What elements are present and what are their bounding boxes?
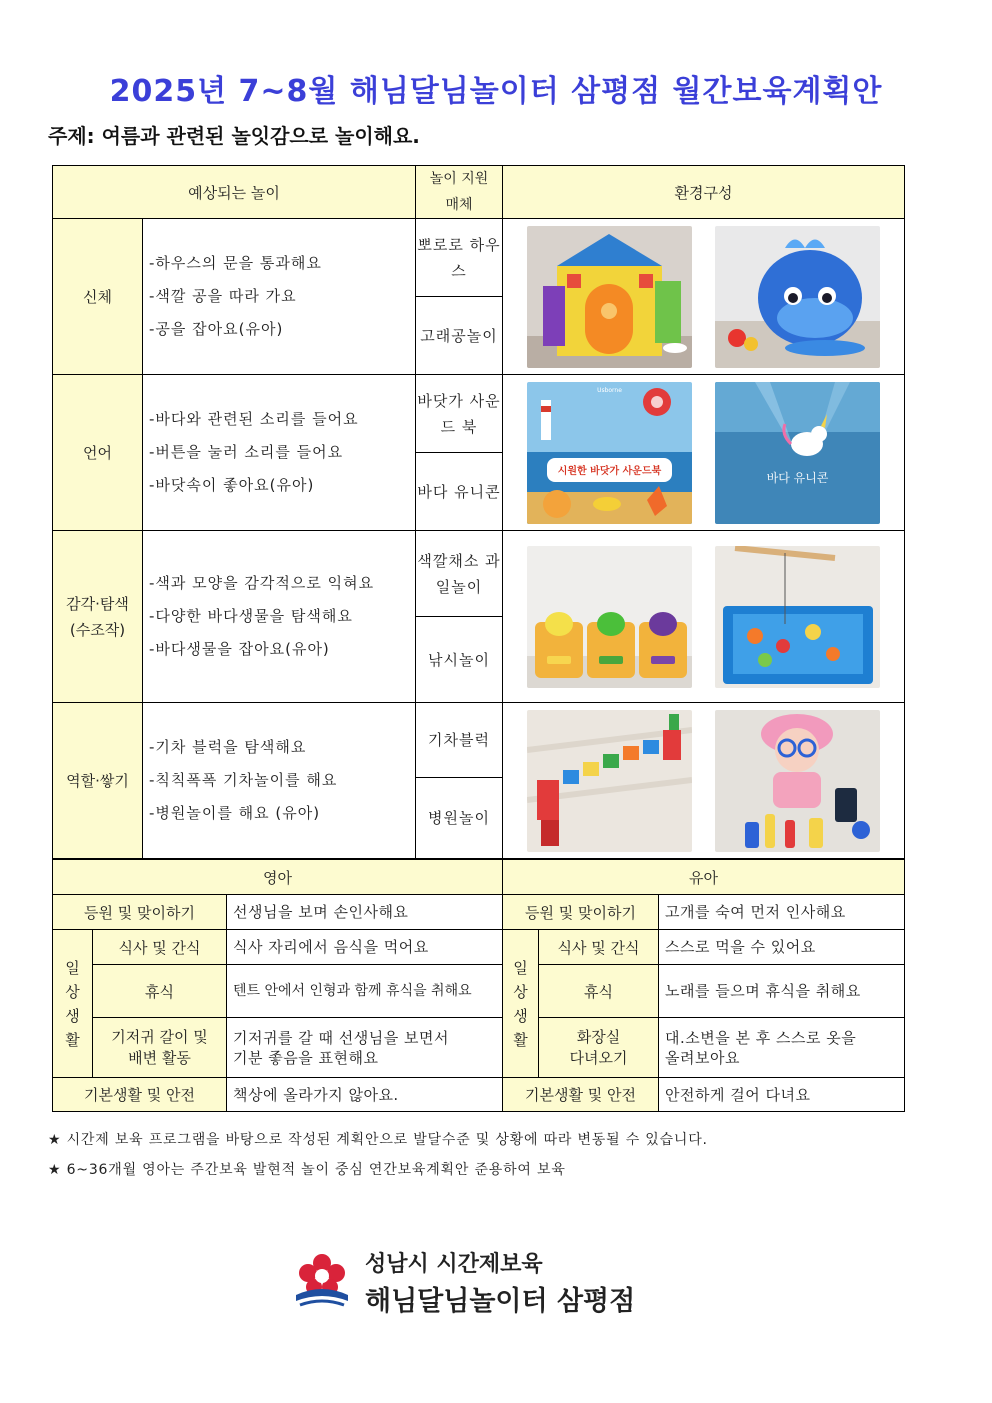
header-environment: 환경구성	[503, 166, 905, 219]
daily-life-char: 활	[513, 1030, 528, 1049]
sound-book-title-text: 시원한 바닷가 사운드북	[557, 465, 662, 477]
infant-rest-label: 휴식	[93, 965, 227, 1018]
toddler-rest-value: 노래를 들으며 휴식을 취해요	[659, 965, 905, 1018]
play-item: -병원놀이를 해요 (유아)	[149, 804, 321, 822]
tool-sea-unicorn: 바다 유니콘	[416, 453, 503, 531]
toddler-rest-label: 휴식	[539, 965, 659, 1018]
toddler-safety-label: 기본생활 및 안전	[503, 1078, 659, 1112]
env-images-physical	[503, 219, 905, 375]
play-plan-table	[52, 165, 905, 859]
play-item: -바다와 관련된 소리를 들어요	[149, 410, 359, 428]
toddler-arrival-label: 등원 및 맞이하기	[503, 895, 659, 930]
daily-life-char: 활	[65, 1030, 80, 1049]
play-list-physical	[143, 219, 416, 375]
play-list-language	[143, 375, 416, 531]
toddler-safety-value: 안전하게 걸어 다녀요	[659, 1078, 905, 1112]
tool-pororo-house: 뽀로로 하우스	[416, 219, 503, 297]
tool-train-block: 기차블럭	[416, 703, 503, 778]
play-item: -바다생물을 잡아요(유아)	[149, 640, 330, 658]
env-images-language	[503, 375, 905, 531]
pororo-house-photo	[527, 226, 692, 368]
hospital-play-photo	[715, 710, 880, 852]
footer-line1: 성남시 시간제보육	[365, 1252, 543, 1277]
daily-life-char: 일	[513, 958, 528, 977]
train-block-photo	[527, 710, 692, 852]
toddler-meal-value: 스스로 먹을 수 있어요	[659, 930, 905, 965]
daily-life-vertical-text	[503, 956, 538, 1052]
daily-life-char: 상	[513, 982, 528, 1001]
play-item: -바닷속이 좋아요(유아)	[149, 476, 315, 494]
sound-book-photo	[527, 382, 692, 524]
toddler-toilet-label-line2: 다녀오기	[569, 1048, 628, 1067]
category-language: 언어	[53, 375, 143, 531]
daily-care-table	[52, 859, 905, 1112]
infant-safety-label: 기본생활 및 안전	[53, 1078, 227, 1112]
tool-sound-book: 바닷가 사운드 북	[416, 375, 503, 453]
header-support-media	[416, 166, 503, 219]
play-item: -기차 블럭을 탐색해요	[149, 738, 307, 756]
daily-life-vertical-text	[53, 956, 92, 1052]
toddler-header: 유아	[503, 860, 905, 895]
infant-diaper-label-line1: 기저귀 갈이 및	[111, 1027, 208, 1046]
infant-rest-value: 텐트 안에서 인형과 함께 휴식을 취해요	[227, 965, 503, 1018]
header-expected-play: 예상되는 놀이	[53, 166, 416, 219]
veggie-buckets-photo	[527, 546, 692, 688]
daily-life-char: 상	[65, 982, 80, 1001]
tool-color-veggie: 색깔채소 과일놀이	[416, 531, 503, 617]
infant-meal-value: 식사 자리에서 음식을 먹어요	[227, 930, 503, 965]
infant-diaper-label-line2: 배변 활동	[128, 1048, 191, 1067]
daily-life-char: 생	[513, 1006, 528, 1025]
header-support-line1: 놀이 지원	[429, 171, 489, 187]
note-2: ★ 6~36개월 영아는 주간보육 발현적 놀이 중심 연간보육계획안 준용하여 보육	[48, 1162, 566, 1178]
infant-meal-label: 식사 및 간식	[93, 930, 227, 965]
play-item: -칙칙폭폭 기차놀이를 해요	[149, 771, 338, 789]
category-sensory	[53, 531, 143, 703]
plan-subject: 주제: 여름과 관련된 놀잇감으로 놀이해요.	[48, 124, 420, 148]
toddler-toilet-line1: 대.소변을 본 후 스스로 옷을	[665, 1028, 857, 1047]
play-item: -다양한 바다생물을 탐색해요	[149, 607, 353, 625]
sound-book-brand-text: Usborne	[597, 386, 622, 394]
seongnam-logo-icon	[290, 1249, 354, 1313]
play-list-role	[143, 703, 416, 859]
env-images-sensory	[503, 531, 905, 703]
toddler-arrival-value: 고개를 숙여 먼저 인사해요	[659, 895, 905, 930]
note-1: ★ 시간제 보육 프로그램을 바탕으로 작성된 계획안으로 발달수준 및 상황에 따라 변동될 수 있습니다.	[48, 1132, 708, 1148]
infant-daily-life-label	[53, 930, 93, 1078]
category-role-building: 역할·쌓기	[53, 703, 143, 859]
play-item: -공을 잡아요(유아)	[149, 320, 284, 338]
infant-arrival-label: 등원 및 맞이하기	[53, 895, 227, 930]
page-title: 2025년 7~8월 해님달님놀이터 삼평점 월간보육계획안	[109, 74, 883, 109]
play-list-sensory	[143, 531, 416, 703]
toddler-toilet-line2: 올려보아요	[665, 1048, 740, 1067]
tool-hospital: 병원놀이	[416, 778, 503, 859]
infant-diaper-value	[227, 1018, 503, 1078]
category-sensory-line2: (수조작)	[69, 620, 126, 639]
toddler-toilet-value	[659, 1018, 905, 1078]
unicorn-book-title-text: 바다 유니콘	[766, 470, 829, 485]
play-item: -하우스의 문을 통과해요	[149, 254, 322, 272]
fishing-game-photo	[715, 546, 880, 688]
daily-life-char: 생	[65, 1006, 80, 1025]
infant-diaper-label	[93, 1018, 227, 1078]
toddler-daily-life-label	[503, 930, 539, 1078]
env-images-role	[503, 703, 905, 859]
play-item: -버튼을 눌러 소리를 들어요	[149, 443, 344, 461]
footer-brand	[290, 1245, 710, 1315]
play-item: -색깔 공을 따라 가요	[149, 287, 297, 305]
infant-diaper-line1: 기저귀를 갈 때 선생님을 보면서	[233, 1028, 449, 1047]
toddler-toilet-label	[539, 1018, 659, 1078]
infant-diaper-line2: 기분 좋음을 표현해요	[233, 1048, 379, 1067]
infant-arrival-value: 선생님을 보며 손인사해요	[227, 895, 503, 930]
infant-safety-value: 책상에 올라가지 않아요.	[227, 1078, 503, 1112]
whale-ball-photo	[715, 226, 880, 368]
daily-life-char: 일	[65, 958, 80, 977]
footer-line2: 해님달님놀이터 삼평점	[365, 1286, 636, 1317]
tool-fishing: 낚시놀이	[416, 617, 503, 703]
category-physical: 신체	[53, 219, 143, 375]
toddler-toilet-label-line1: 화장실	[576, 1027, 621, 1046]
header-support-line2: 매체	[445, 197, 473, 213]
toddler-meal-label: 식사 및 간식	[539, 930, 659, 965]
tool-whale-ball: 고래공놀이	[416, 297, 503, 375]
play-item: -색과 모양을 감각적으로 익혀요	[149, 574, 375, 592]
sea-unicorn-book-photo	[715, 382, 880, 524]
category-sensory-line1: 감각·탐색	[66, 594, 129, 613]
infant-header: 영아	[53, 860, 503, 895]
